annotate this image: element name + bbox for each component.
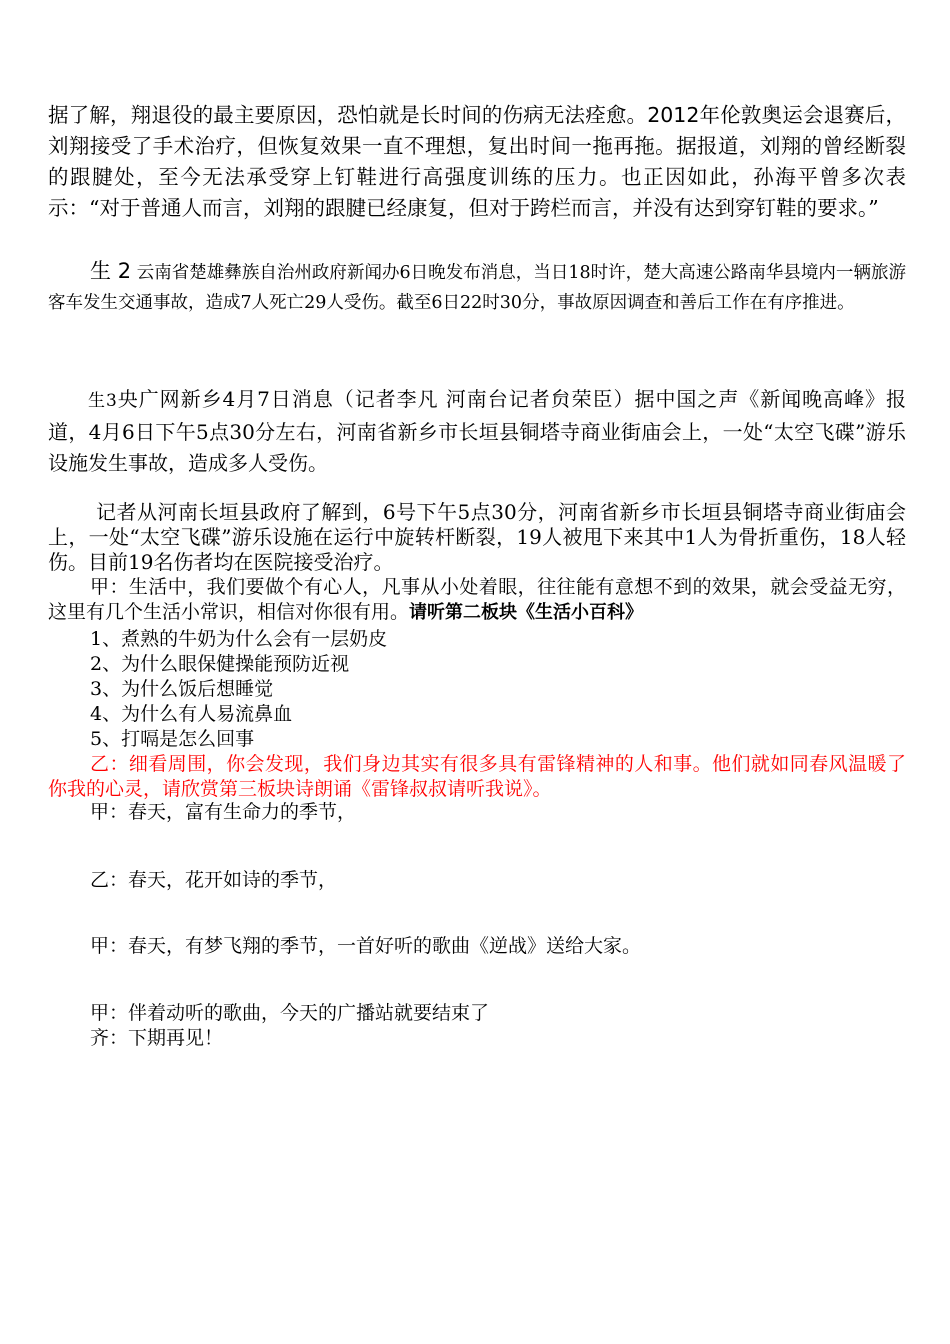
- news-2-text: 云南省楚雄彝族自治州政府新闻办6日晚发布消息，当日18时许，楚大高速公路南华县境内一辆旅游客车发生交通事故，造成7人死亡29人受伤。截至6日22时30分，事故原因调查和善后工作在有序推进。: [48, 263, 906, 313]
- dialogue-line: 齐：下期再见！: [90, 1027, 224, 1049]
- life-tips-list: [90, 627, 387, 752]
- paragraph-news-3: [48, 384, 906, 479]
- intro-life-tips-text: 甲：生活中，我们要做个有心人，凡事从小处着眼，往往能有意想不到的效果，就会受益无穷，这里有几个生活小常识，相信对你很有用。: [48, 576, 906, 623]
- paragraph-liu-xiang: [48, 100, 906, 224]
- list-item: 3、为什么饭后想睡觉: [90, 678, 274, 700]
- paragraph-news-2: [48, 256, 906, 318]
- news-2-label: 生 2: [90, 259, 132, 283]
- paragraph-intro-life-tips: [48, 575, 906, 625]
- news-3-text: 央广网新乡4月7日消息（记者李凡 河南台记者贠荣臣）据中国之声《新闻晚高峰》报道，4月6日下午5点30分左右，河南省新乡市长垣县铜塔寺商业街庙会上，一处“太空飞碟”游乐设施发生事故，造成多人受伤。: [48, 387, 906, 475]
- p1-text-a: 据了解，翔退役的最主要原因，恐怕就是长时间的伤病无法痊愈。: [48, 103, 648, 127]
- p1-year: 2012: [647, 103, 700, 127]
- news-3-label: 生3: [88, 391, 117, 411]
- list-item: 4、为什么有人易流鼻血: [90, 703, 293, 725]
- list-item: 5、打嗝是怎么回事: [90, 728, 255, 750]
- section-two-heading: 请听第二板块《生活小百科》: [409, 602, 644, 623]
- dialogue-line: 甲：伴着动听的歌曲，今天的广播站就要结束了: [90, 1002, 490, 1024]
- list-item: 2、为什么眼保健操能预防近视: [90, 653, 350, 675]
- dialogue-line: 甲：春天，富有生命力的季节，: [90, 801, 357, 823]
- dialogue-line: 乙：春天，花开如诗的季节，: [90, 869, 338, 891]
- news-3-followup-text: 记者从河南长垣县政府了解到，6号下午5点30分，河南省新乡市长垣县铜塔寺商业街庙会上，一处“太空飞碟”游乐设施在运行中旋转杆断裂，19人被甩下来其中1人为骨折重伤，18人轻伤。目前19名伤者均在医院接受治疗。: [48, 500, 906, 574]
- dialogue-line: 甲：春天，有梦飞翔的季节，一首好听的歌曲《逆战》送给大家。: [90, 935, 642, 957]
- paragraph-news-3-followup: [48, 500, 906, 575]
- paragraph-lei-feng-intro: 乙：细看周围，你会发现，我们身边其实有很多具有雷锋精神的人和事。他们就如同春风温暖了你我的心灵，请欣赏第三板块诗朗诵《雷锋叔叔请听我说》。: [48, 753, 906, 800]
- p1-text-b: 年伦敦奥运会退赛后，刘翔接受了手术治疗，但恢复效果一直不理想，复出时间一拖再拖。据报道，刘翔的曾经断裂的跟腱处，至今无法承受穿上钉鞋进行高强度训练的压力。也正因如此，孙海平曾多次表示：“对于普通人而言，刘翔的跟腱已经康复，但对于跨栏而言，并没有达到穿钉鞋的要求。”: [48, 103, 907, 220]
- list-item: 1、煮熟的牛奶为什么会有一层奶皮: [90, 628, 388, 650]
